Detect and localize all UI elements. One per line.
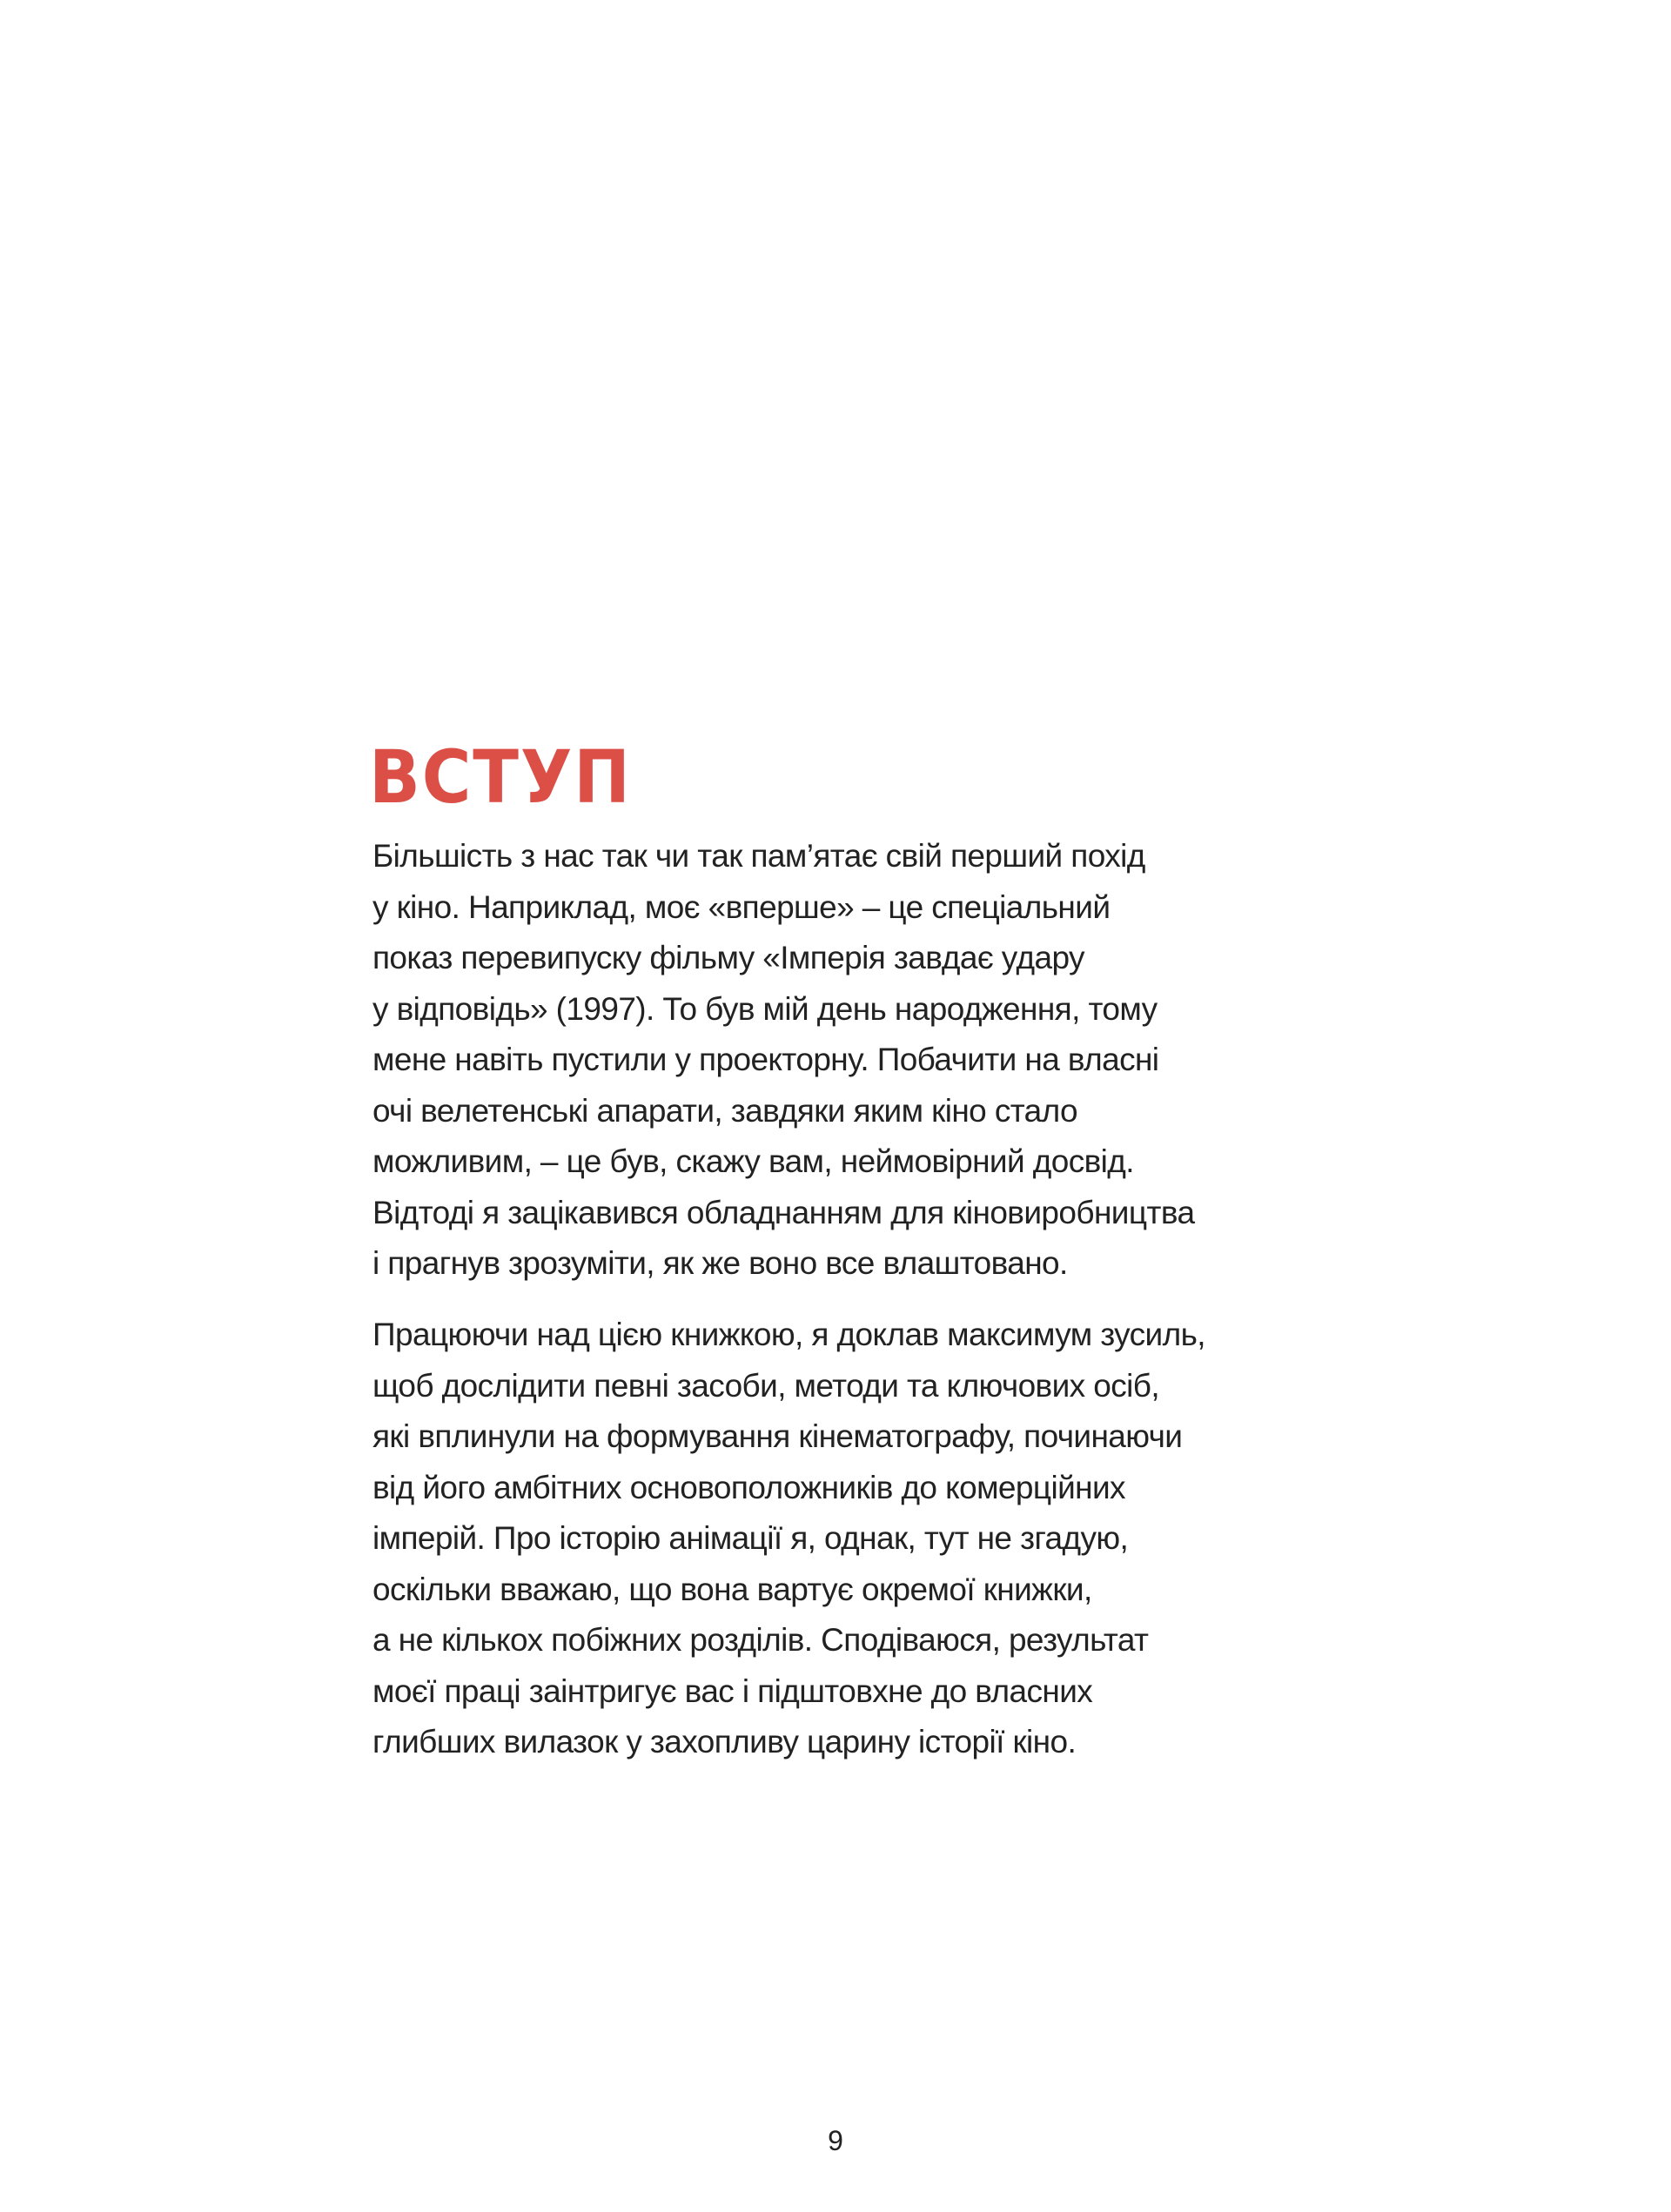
text-line: які вплинули на формування кінематографу, починаючи [372,1418,1183,1454]
paragraph-1 [372,831,1347,1290]
text-line: Більшість з нас так чи так пам’ятає свій перший похід [372,838,1145,874]
chapter-heading: ВСТУП [369,734,632,820]
text-line: у відповідь» (1997). То був мій день народження, тому [372,990,1158,1027]
text-line: глибших вилазок у захопливу царину історії кіно. [372,1724,1077,1760]
page-number: 9 [828,2125,843,2156]
text-line: щоб дослідити певні засоби, методи та ключових осіб, [372,1367,1160,1404]
text-line: від його амбітних основоположників до комерційних [372,1469,1125,1505]
text-line: моєї праці заінтригує вас і підштовхне до власних [372,1672,1093,1709]
text-line: і прагнув зрозуміти, як же воно все влаштовано. [372,1245,1068,1281]
text-line: у кіно. Наприклад, моє «вперше» – це спеціальний [372,888,1111,925]
text-line: Працюючи над цією книжкою, я доклав максимум зусиль, [372,1317,1205,1352]
paragraph-2 [372,1310,1347,1768]
text-line: оскільки вважаю, що вона вартує окремої книжки, [372,1571,1092,1607]
text-line: можливим, – це був, скажу вам, неймовірний досвід. [372,1143,1134,1179]
text-line: показ перевипуску фільму «Імперія завдає удару [372,940,1084,975]
text-line: Відтоді я зацікавився обладнанням для кіновиробництва [372,1194,1195,1230]
text-line: імперій. Про історію анімації я, однак, тут не згадую, [372,1520,1129,1556]
text-line: мене навіть пустили у проекторну. Побачити на власні [372,1042,1159,1077]
text-line: а не кількох побіжних розділів. Сподіваюся, результат [372,1622,1149,1658]
text-line: очі велетенські апарати, завдяки яким кіно стало [372,1092,1078,1129]
